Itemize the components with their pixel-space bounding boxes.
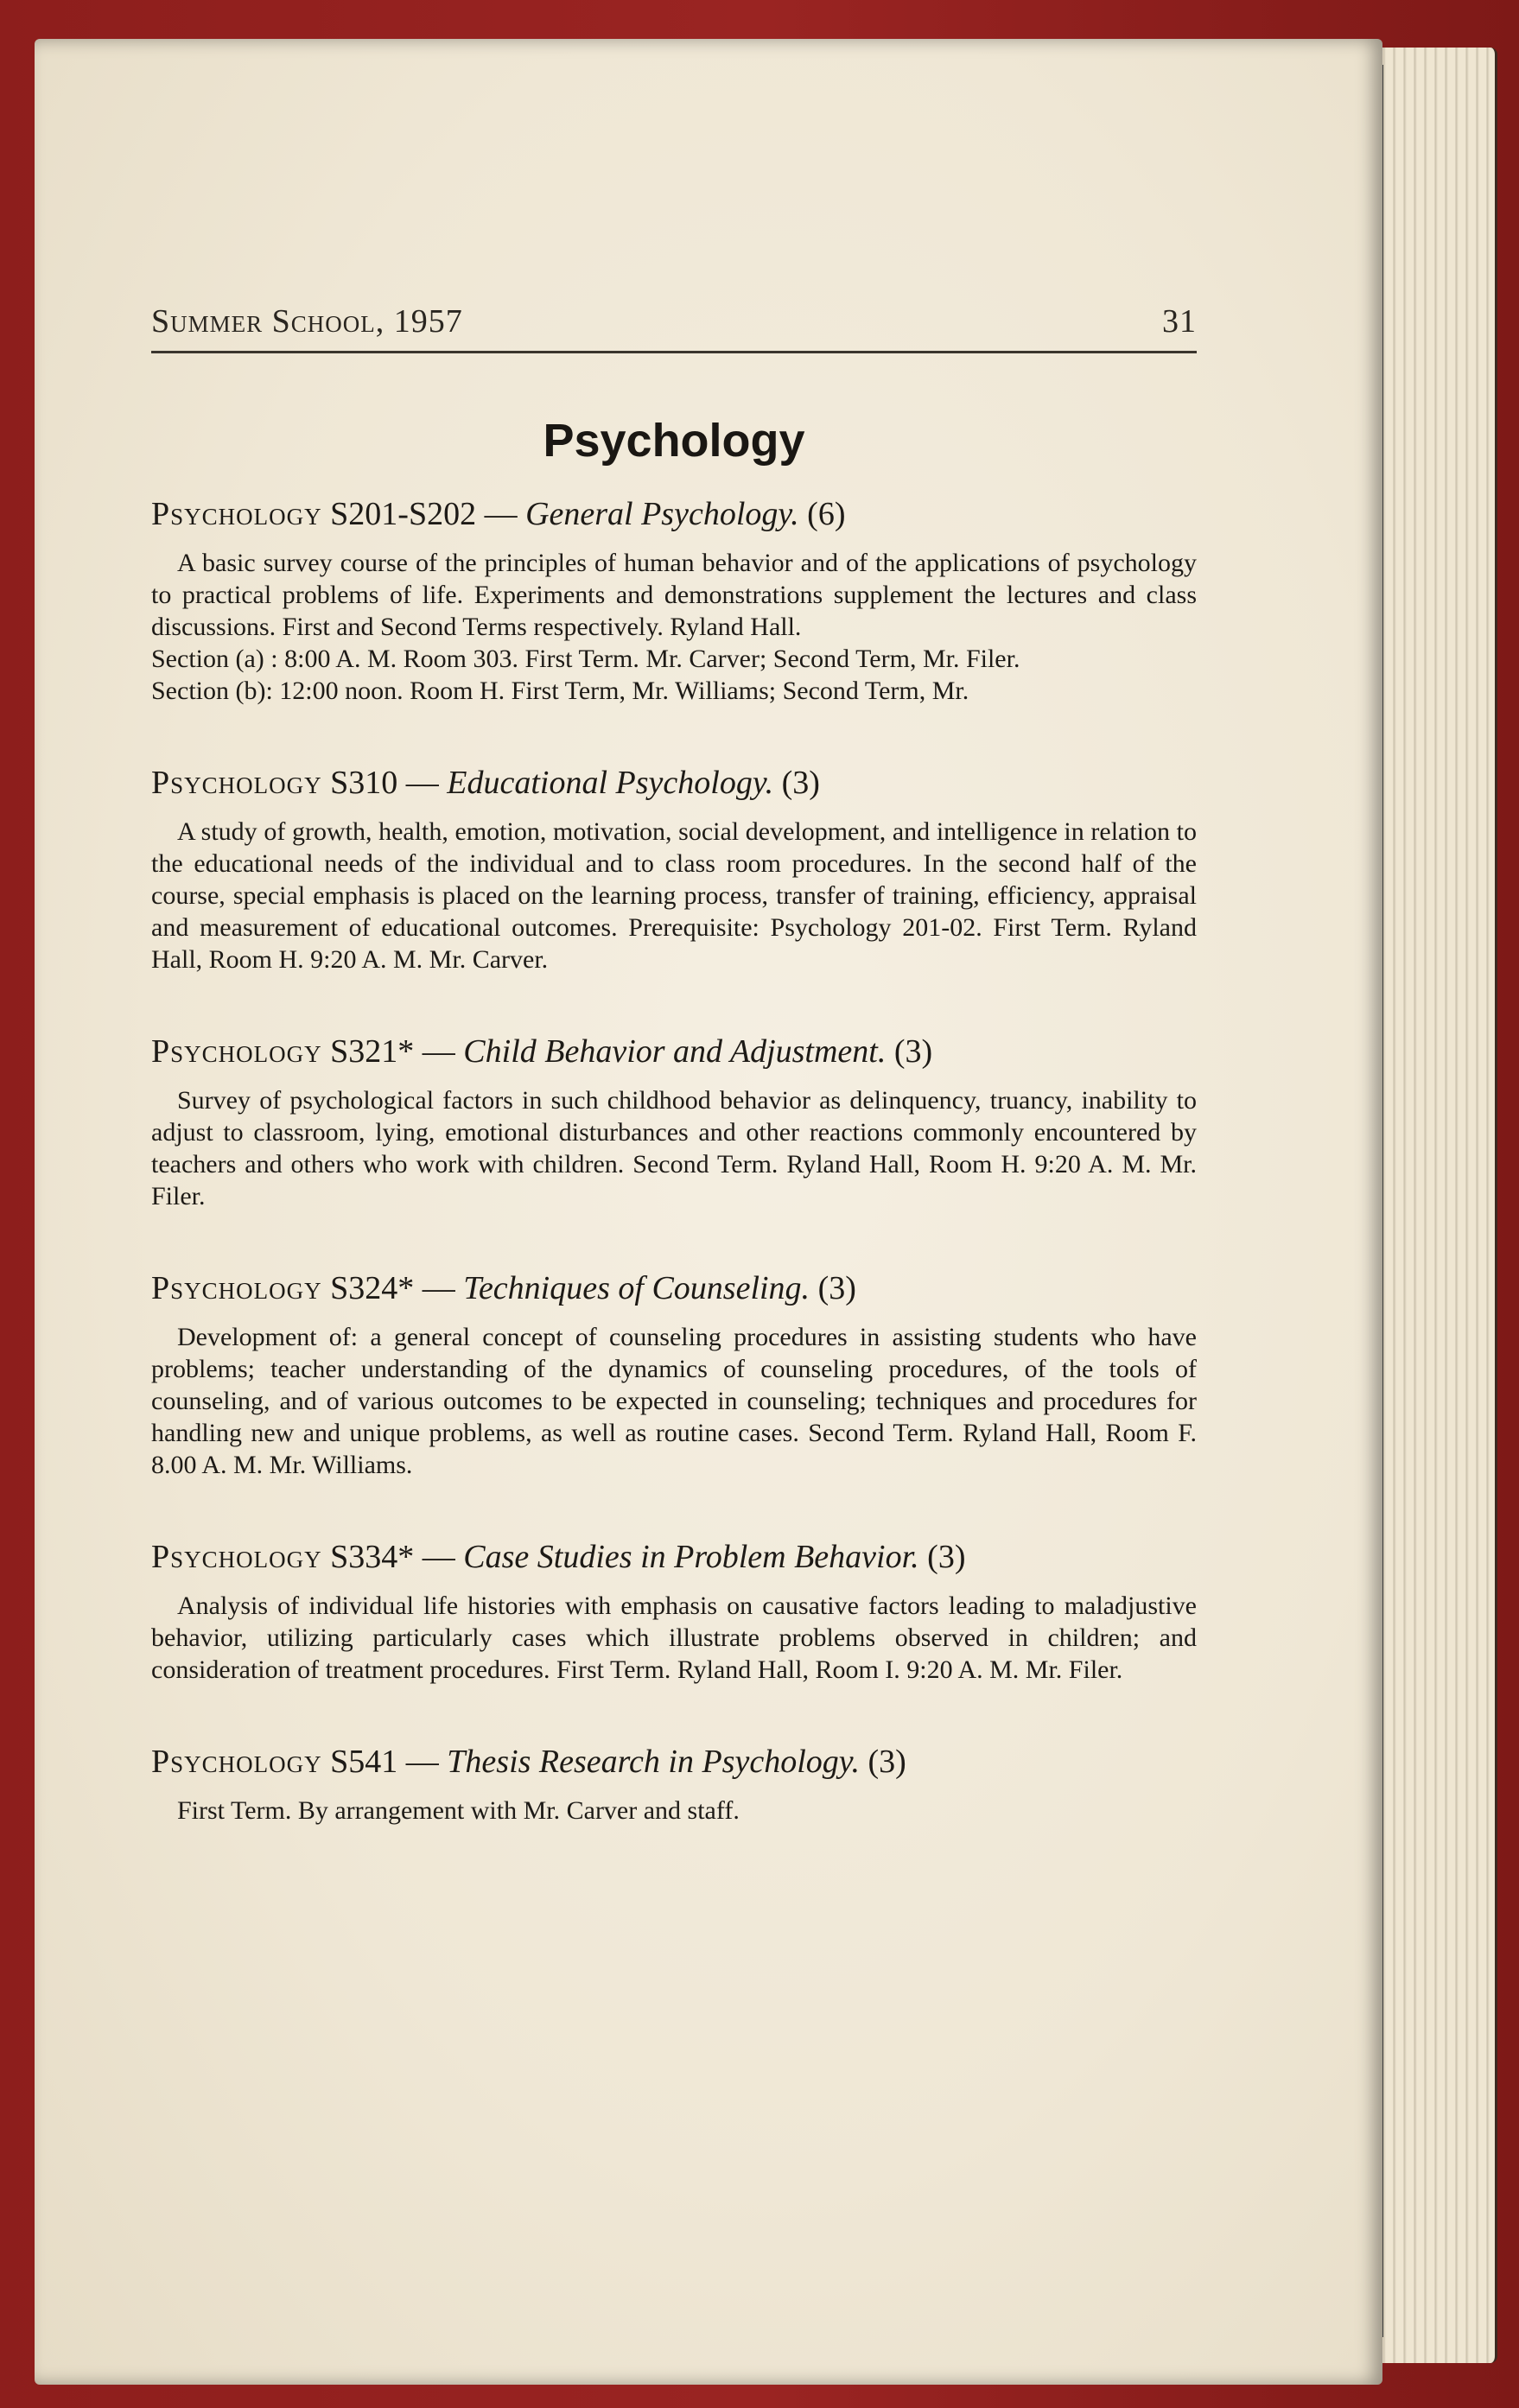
- course-heading: [151, 1268, 1197, 1309]
- course-title: Case Studies in Problem Behavior.: [463, 1539, 919, 1575]
- course-title: Educational Psychology.: [447, 765, 774, 801]
- course-credits: (3): [893, 1033, 933, 1070]
- course-description: First Term. By arrangement with Mr. Carver and staff.: [177, 1796, 740, 1825]
- course-dept: Psychology: [151, 496, 322, 532]
- course-title: Techniques of Counseling.: [463, 1270, 810, 1306]
- section-title: Psychology: [543, 415, 805, 467]
- page-edges: [1365, 48, 1497, 2363]
- course-credits: (3): [817, 1270, 856, 1306]
- course-dept: Psychology: [151, 1744, 322, 1780]
- course-entry: [151, 1268, 1197, 1481]
- course-dept: Psychology: [151, 1270, 322, 1306]
- course-entry: [151, 1536, 1197, 1686]
- course-entry: [151, 493, 1197, 707]
- course-dash: —: [405, 765, 439, 801]
- course-credits: (6): [807, 496, 846, 532]
- course-section-a: Section (a) : 8:00 A. M. Room 303. First Term. Mr. Carver; Second Term, Mr. Filer.: [151, 645, 1020, 673]
- course-number: S201-S202: [330, 496, 477, 532]
- course-dash: —: [484, 496, 518, 532]
- course-section-b: Section (b): 12:00 noon. Room H. First Term, Mr. Williams; Second Term, Mr.: [151, 677, 969, 705]
- course-dash: —: [422, 1270, 455, 1306]
- course-title: Child Behavior and Adjustment.: [463, 1033, 887, 1070]
- course-entry: [151, 1031, 1197, 1212]
- course-description: Analysis of individual life histories with emphasis on causative factors leading to maladjustive behavior, utilizing particularly cases which illustrate problems observed in children; and consideration of treatment procedures. First Term. Ryland Hall, Room I. 9:20 A. M. Mr. Filer.: [151, 1592, 1197, 1684]
- course-dash: —: [405, 1744, 439, 1780]
- page-number: 31: [1162, 303, 1197, 340]
- course-heading: [151, 762, 1197, 804]
- course-number: S310: [330, 765, 398, 801]
- course-heading: [151, 493, 1197, 535]
- course-dash: —: [422, 1033, 455, 1070]
- course-credits: (3): [868, 1744, 906, 1780]
- course-number: S541: [330, 1744, 398, 1780]
- course-dept: Psychology: [151, 1033, 322, 1070]
- course-number: S324*: [330, 1270, 415, 1306]
- course-description: Survey of psychological factors in such childhood behavior as delinquency, truancy, inability to adjust to classroom, lying, emotional disturbances and other reactions commonly encountered by teachers and others who work with children. Second Term. Ryland Hall, Room H. 9:20 A. M. Mr. Filer.: [151, 1086, 1197, 1210]
- page-content: [151, 302, 1197, 1882]
- course-number: S321*: [330, 1033, 415, 1070]
- course-credits: (3): [781, 765, 820, 801]
- course-title: Thesis Research in Psychology.: [447, 1744, 861, 1780]
- book-page: [35, 39, 1382, 2385]
- running-head: [151, 302, 1197, 353]
- running-head-title: Summer School, 1957: [151, 303, 463, 340]
- course-heading: [151, 1031, 1197, 1072]
- course-dept: Psychology: [151, 765, 322, 801]
- course-dept: Psychology: [151, 1539, 322, 1575]
- course-description: Development of: a general concept of counseling procedures in assisting students who have problems; teacher understanding of the dynamics of counseling procedures, of the tools of counseling, and of various outcomes to be expected in counseling; techniques and procedures for handling new and unique problems, as well as routine cases. Second Term. Ryland Hall, Room F. 8.00 A. M. Mr. Williams.: [151, 1323, 1197, 1479]
- course-entry: [151, 1741, 1197, 1827]
- course-credits: (3): [927, 1539, 966, 1575]
- course-heading: [151, 1741, 1197, 1782]
- course-description: A study of growth, health, emotion, motivation, social development, and intelligence in relation to the educational needs of the individual and to class room procedures. In the second half of the course, special emphasis is placed on the learning process, transfer of training, efficiency, appraisal and measurement of educational outcomes. Prerequisite: Psychology 201-02. First Term. Ryland Hall, Room H. 9:20 A. M. Mr. Carver.: [151, 817, 1197, 974]
- course-dash: —: [422, 1539, 455, 1575]
- course-description: A basic survey course of the principles of human behavior and of the applications of psychology to practical problems of life. Experiments and demonstrations supplement the lectures and class discussions. First and Second Terms respectively. Ryland Hall.: [151, 549, 1197, 641]
- course-title: General Psychology.: [525, 496, 799, 532]
- course-entry: [151, 762, 1197, 975]
- course-number: S334*: [330, 1539, 415, 1575]
- course-heading: [151, 1536, 1197, 1578]
